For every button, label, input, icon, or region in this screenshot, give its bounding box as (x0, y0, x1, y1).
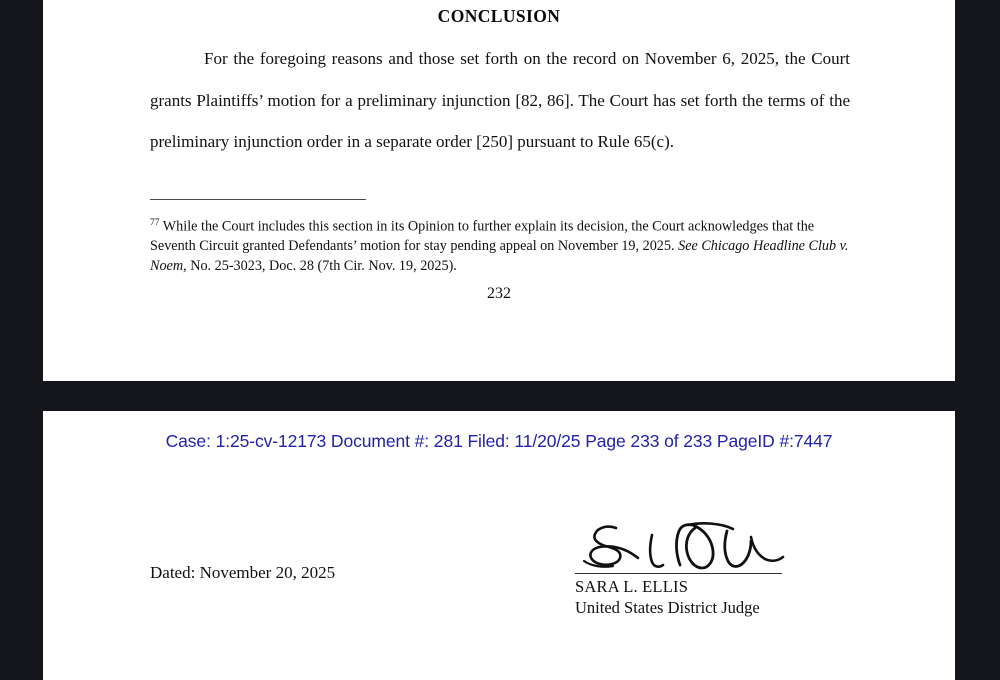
signature-block (575, 521, 815, 618)
footnote-case-citation: See Chicago Headline Club v. Noem (150, 238, 849, 274)
judge-name: SARA L. ELLIS (575, 577, 689, 596)
document-page-233 (43, 411, 955, 680)
handwritten-signature-icon (575, 521, 790, 573)
conclusion-paragraph-text: For the foregoing reasons and those set forth on the record on November 6, 2025, the Court grants Plaintiffs’ motion for a preliminary injunction [82, 86]. The Court has set forth the terms of the preliminary injunction order in a separate order [250] pursuant to Rule 65(c). (150, 49, 850, 151)
footnote-marker: 77 (150, 218, 160, 228)
conclusion-paragraph (150, 38, 850, 163)
page-number: 232 (487, 285, 511, 302)
footnote-text-after-citation: , No. 25-3023, Doc. 28 (7th Cir. Nov. 19, 2025). (183, 257, 457, 274)
cm-ecf-header-stamp: Case: 1:25-cv-12173 Document #: 281 Filed: 11/20/25 Page 233 of 233 PageID #:7447 (165, 431, 833, 451)
footnote-separator-rule (150, 199, 366, 200)
dated-line: Dated: November 20, 2025 (150, 563, 336, 582)
footnote-text-before-citation: While the Court includes this section in its Opinion to further explain its decision, the Court acknowledges that the Seventh Circuit granted Defendants’ motion for stay pending appeal on November 19, 2025. (150, 218, 815, 255)
page-title: CONCLUSION (437, 6, 561, 26)
footnote-77 (150, 214, 855, 276)
judge-title: United States District Judge (575, 598, 760, 617)
document-page-232 (43, 0, 955, 381)
